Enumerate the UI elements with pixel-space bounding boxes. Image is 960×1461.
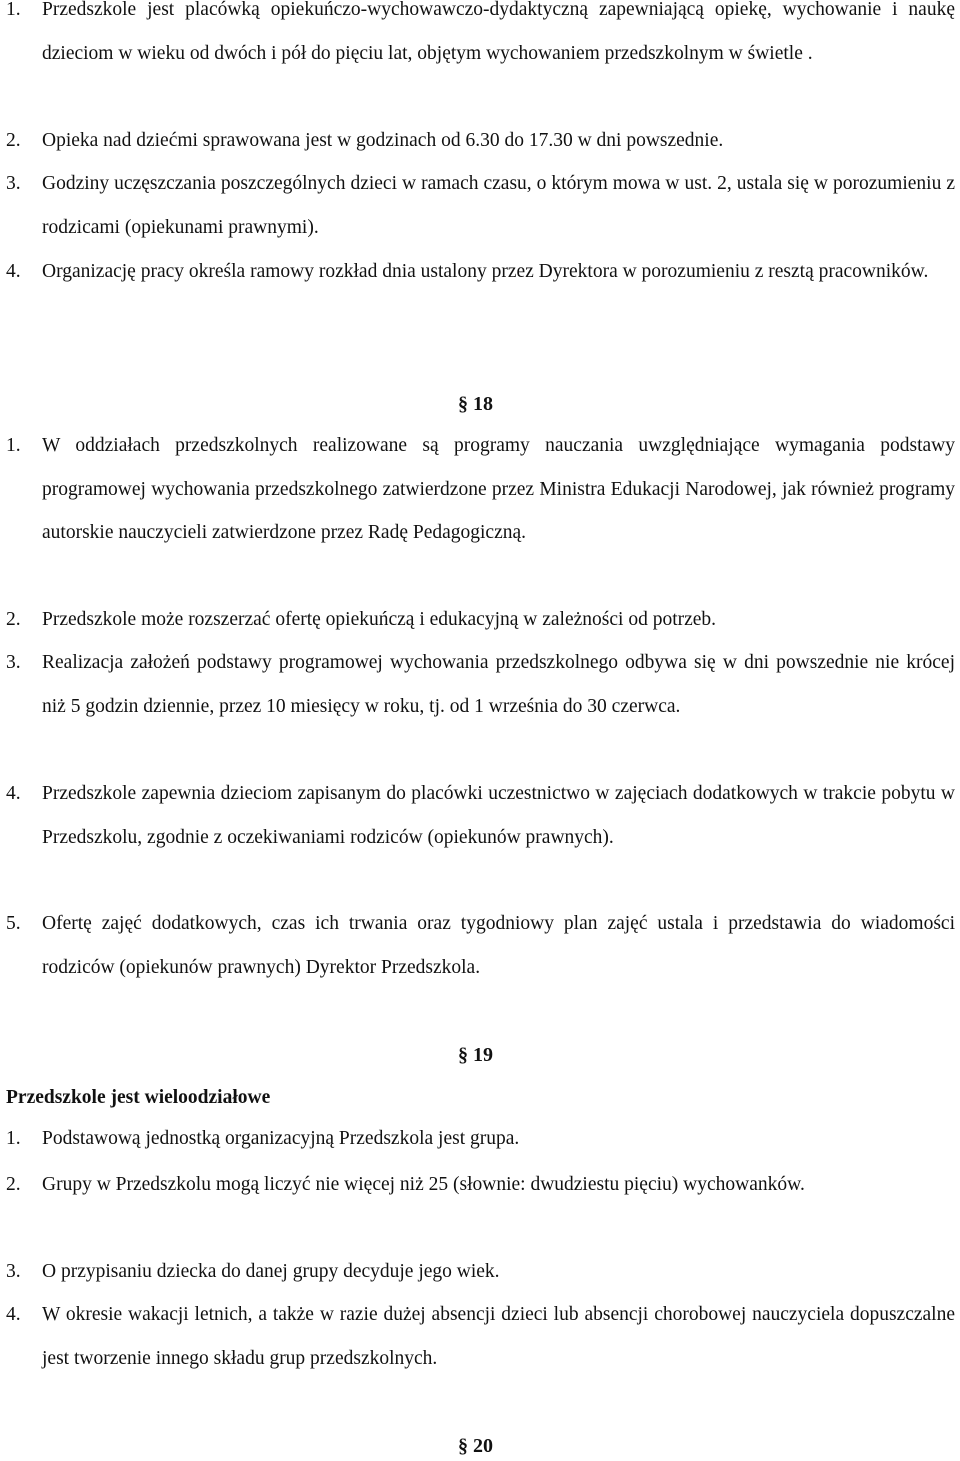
item-text: Przedszkole jest placówką opiekuńczo-wychowawczo-dydaktyczną zapewniającą opiekę, wychowanie i naukę dzieciom w wieku od dwóch i pół do pięciu lat, objętym wychowaniem przedszkolnym w świetle . [42,0,955,64]
list-item [6,772,955,859]
section-heading: Przedszkole jest wieloodziałowe [6,1087,271,1108]
list-item [6,1117,955,1161]
item-text: Godziny uczęszczania poszczególnych dzieci w ramach czasu, o którym mowa w ust. 2, ustala się w porozumieniu z rodzicami (opiekunami prawnymi). [42,173,955,238]
item-text: Przedszkole zapewnia dzieciom zapisanym do placówki uczestnictwo w zajęciach dodatkowych w trakcie pobytu w Przedszkolu, zgodnie z oczekiwaniami rodziców (opiekunów prawnych). [42,783,955,848]
item-number: 1. [6,0,21,20]
list-item [6,902,955,989]
item-number: 5. [6,913,21,934]
list-item [6,424,955,555]
section-number: § 20 [458,1435,493,1457]
list-item [6,250,955,294]
item-number: 3. [6,1261,21,1282]
list-item [6,1293,955,1380]
item-text: Realizacja założeń podstawy programowej wychowania przedszkolnego odbywa się w dni powszednie nie krócej niż 5 godzin dziennie, przez 10 miesięcy w roku, tj. od 1 września do 30 czerwca. [42,652,955,717]
item-text: W oddziałach przedszkolnych realizowane są programy nauczania uwzględniające wymagania podstawy programowej wychowania przedszkolnego zatwierdzone przez Ministra Edukacji Narodowej, jak również programy autorskie nauczycieli zatwierdzone przez Radę Pedagogiczną. [42,435,955,543]
item-number: 2. [6,1174,21,1195]
item-number: 1. [6,435,21,456]
list-item [6,162,955,249]
item-number: 1. [6,1128,21,1149]
list-item [6,598,955,642]
section-number: § 18 [458,393,493,415]
item-text: Organizację pracy określa ramowy rozkład dnia ustalony przez Dyrektora w porozumieniu z resztą pracowników. [42,261,929,282]
item-number: 2. [6,130,21,151]
item-text: Przedszkole może rozszerzać ofertę opiekuńczą i edukacyjną w zależności od potrzeb. [42,609,717,630]
list-item [6,1250,955,1294]
item-text: Ofertę zajęć dodatkowych, czas ich trwania oraz tygodniowy plan zajęć ustala i przedstawia do wiadomości rodziców (opiekunów prawnych) Dyrektor Przedszkola. [42,913,955,978]
item-number: 2. [6,609,21,630]
item-text: O przypisaniu dziecka do danej grupy decyduje jego wiek. [42,1261,500,1282]
item-text: Opieka nad dziećmi sprawowana jest w godzinach od 6.30 do 17.30 w dni powszednie. [42,130,724,151]
list-item [6,0,955,75]
item-text: Podstawową jednostką organizacyjną Przedszkola jest grupa. [42,1128,520,1149]
item-text: W okresie wakacji letnich, a także w razie dużej absencji dzieci lub absencji chorobowej nauczyciela dopuszczalne jest tworzenie innego składu grup przedszkolnych. [42,1304,955,1369]
section-number: § 19 [458,1044,493,1066]
item-number: 4. [6,1304,21,1325]
item-text: Grupy w Przedszkolu mogą liczyć nie więcej niż 25 (słownie: dwudziestu pięciu) wychowanków. [42,1174,805,1195]
list-item [6,119,955,163]
item-number: 4. [6,783,21,804]
item-number: 4. [6,261,21,282]
list-item [6,641,955,728]
item-number: 3. [6,652,21,673]
item-number: 3. [6,173,21,194]
list-item [6,1163,955,1207]
